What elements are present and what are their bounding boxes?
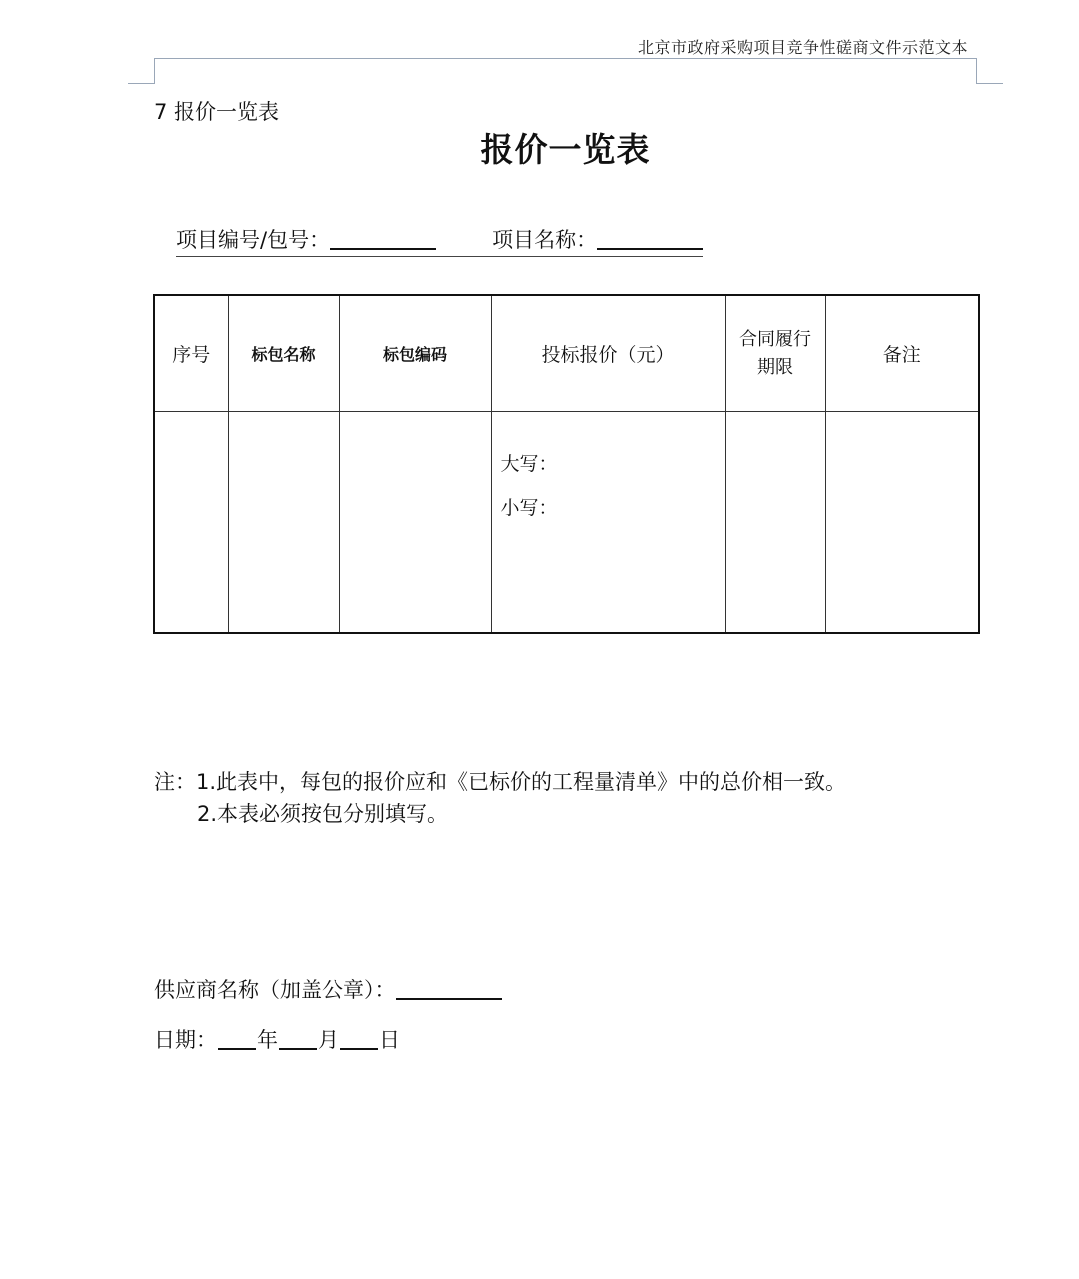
header-term-line2: 期限 [757,356,793,378]
header-term-line1: 合同履行 [739,328,811,350]
cell-remarks[interactable] [825,412,979,634]
header-package-code: 标包编码 [339,295,491,412]
header-contract-term [725,295,825,412]
day-label: 日 [379,1028,400,1052]
cell-package-name[interactable] [228,412,339,634]
cell-bid-price[interactable] [491,412,725,634]
project-name-label: 项目名称： [492,228,598,252]
margin-corner-right [976,59,1003,84]
day-field[interactable] [340,1026,378,1050]
year-label: 年 [257,1028,278,1052]
note-2: 2.本表必须按包分别填写。 [197,802,449,826]
project-no-field[interactable] [330,226,436,250]
supplier-line [154,974,502,1004]
header-rule [154,58,977,59]
cell-package-code[interactable] [339,412,491,634]
project-name-field[interactable] [597,226,703,250]
header-seq: 序号 [154,295,228,412]
amount-upper-label: 大写： [500,453,558,475]
section-heading: 7 报价一览表 [154,100,280,124]
supplier-field[interactable] [396,976,502,1000]
project-fields [176,224,703,257]
month-label: 月 [318,1028,339,1052]
notes [154,766,846,830]
cell-contract-term[interactable] [725,412,825,634]
margin-corner-left [128,59,155,84]
header-bid-price: 投标报价（元） [491,295,725,412]
month-field[interactable] [279,1026,317,1050]
running-header: 北京市政府采购项目竞争性磋商文件示范文本 [637,38,968,57]
project-no-label: 项目编号/包号： [176,228,331,252]
amount-lower-label: 小写： [500,497,558,519]
table-header-row [154,295,979,412]
supplier-label: 供应商名称（加盖公章）： [154,978,396,1002]
page-title: 报价一览表 [480,130,651,169]
header-remarks: 备注 [825,295,979,412]
year-field[interactable] [218,1026,256,1050]
date-label: 日期： [154,1028,217,1052]
cell-seq[interactable] [154,412,228,634]
quote-table [153,294,980,634]
header-package-name: 标包名称 [228,295,339,412]
date-line [154,1024,400,1054]
table-row [154,412,979,634]
note-1: 注：1.此表中，每包的报价应和《已标价的工程量清单》中的总价相一致。 [154,770,847,794]
